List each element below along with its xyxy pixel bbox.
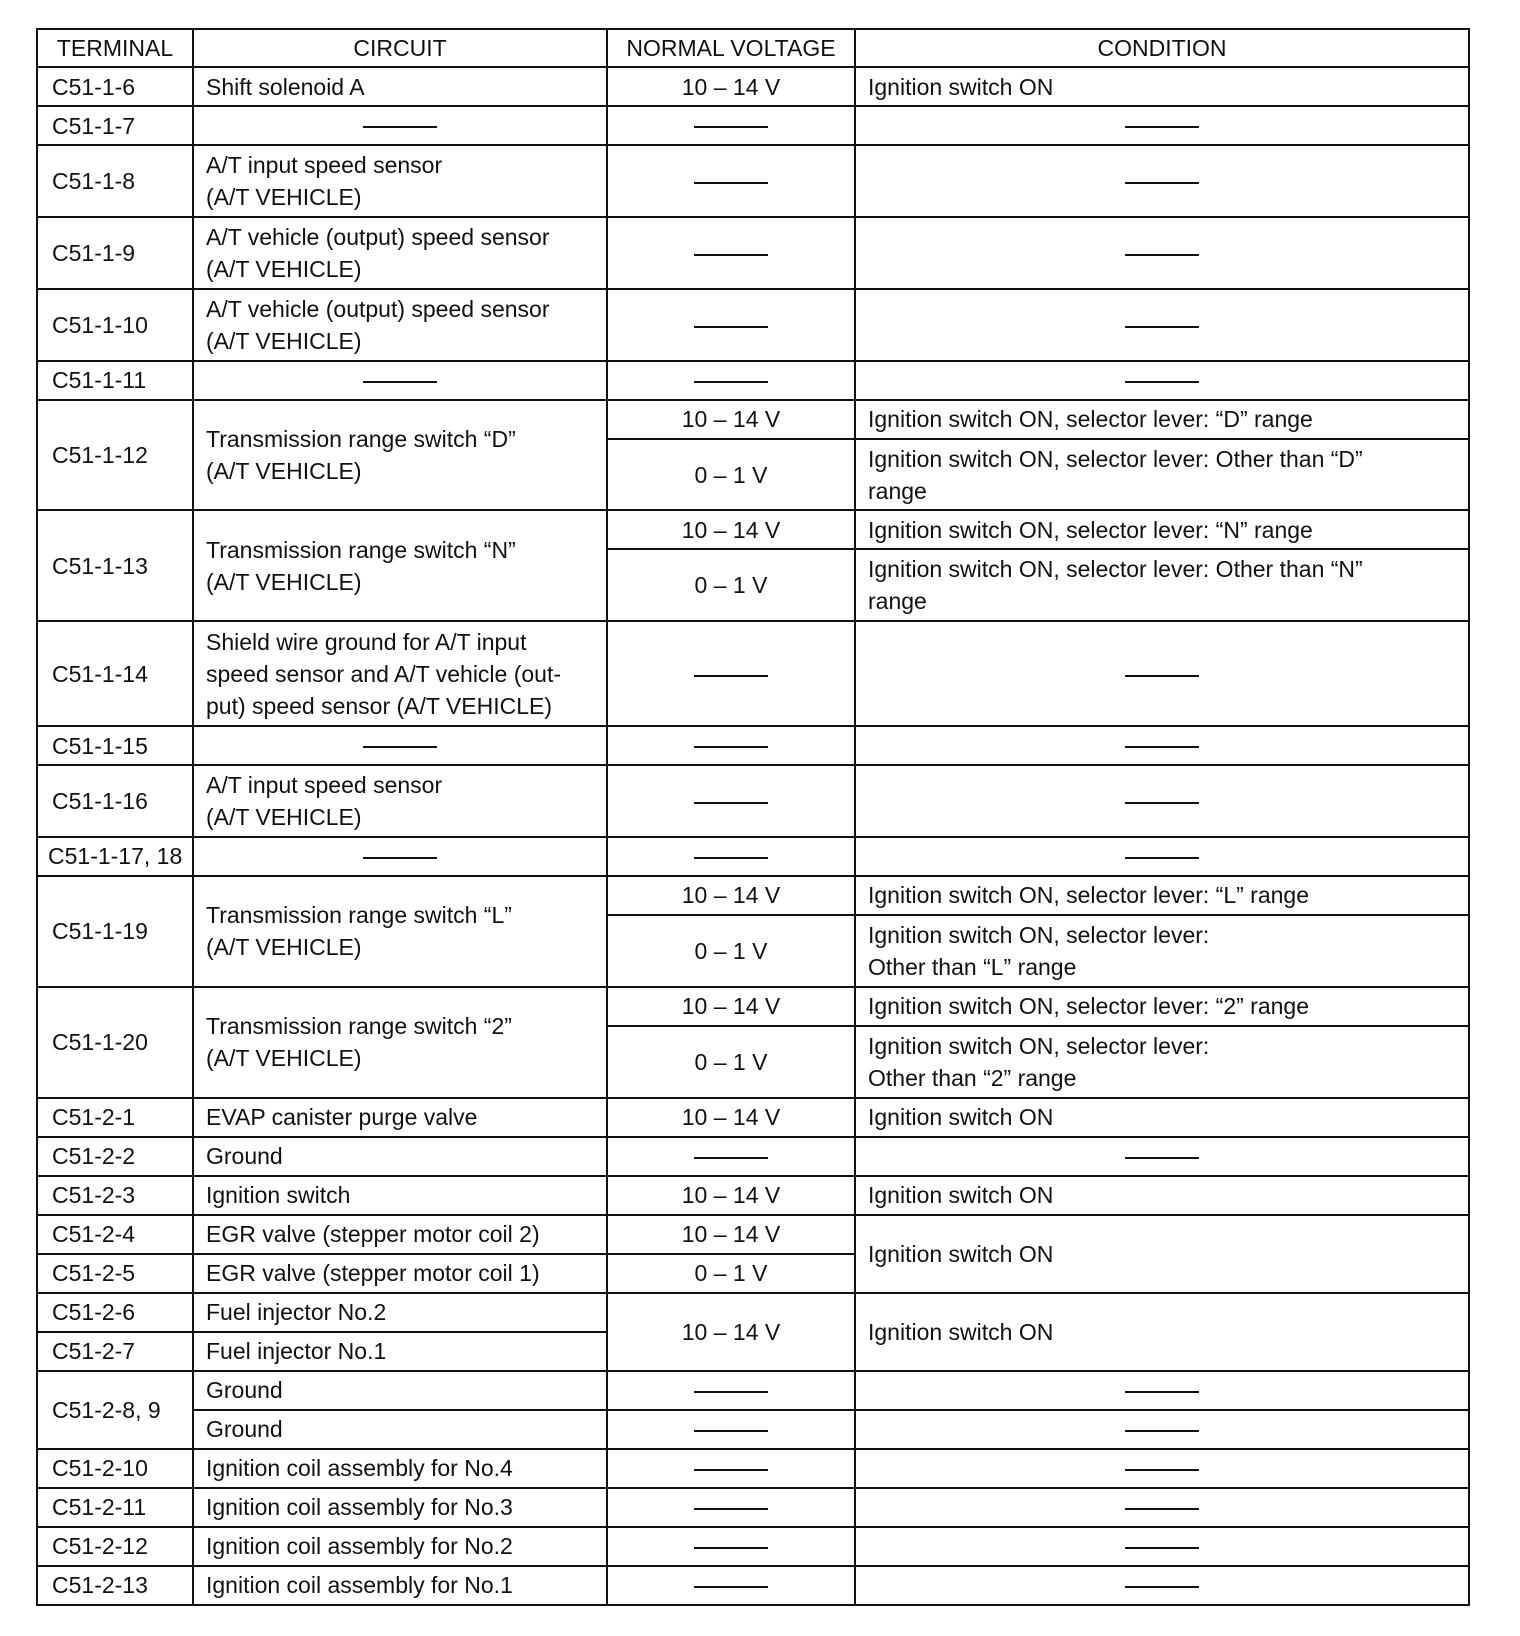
terminal-cell: C51-2-11 <box>37 1488 193 1527</box>
condition-cell <box>855 1026 1469 1098</box>
condition-line: Ignition switch ON, selector lever: <box>868 921 1210 948</box>
voltage-cell <box>607 1137 855 1176</box>
terminal-cell: C51-1-10 <box>37 289 193 361</box>
table-row <box>37 837 1469 876</box>
dash-mark <box>1125 1430 1199 1432</box>
header-circuit: CIRCUIT <box>193 29 607 67</box>
terminal-cell: C51-1-6 <box>37 67 193 106</box>
table-row <box>37 1410 1469 1449</box>
voltage-cell: 10 – 14 V <box>607 1098 855 1137</box>
condition-cell: Ignition switch ON, selector lever: “2” range <box>855 987 1469 1026</box>
voltage-cell <box>607 1527 855 1566</box>
condition-line: range <box>868 588 927 615</box>
header-row <box>37 29 1469 67</box>
voltage-cell: 0 – 1 V <box>607 915 855 987</box>
dash-mark <box>1125 1391 1199 1393</box>
terminal-cell: C51-1-20 <box>37 987 193 1098</box>
dash-mark <box>694 1586 768 1588</box>
circuit-cell <box>193 289 607 361</box>
terminal-cell: C51-1-15 <box>37 726 193 765</box>
table-row <box>37 1098 1469 1137</box>
header-voltage: NORMAL VOLTAGE <box>607 29 855 67</box>
circuit-line: Transmission range switch “N” <box>206 536 516 563</box>
circuit-line: (A/T VEHICLE) <box>206 934 362 961</box>
terminal-cell: C51-2-7 <box>37 1332 193 1371</box>
circuit-line: (A/T VEHICLE) <box>206 255 362 282</box>
voltage-cell <box>607 621 855 726</box>
terminal-cell: C51-2-2 <box>37 1137 193 1176</box>
condition-line: Ignition switch ON, selector lever: Other than “D” <box>868 445 1363 472</box>
table-row <box>37 621 1469 726</box>
voltage-cell <box>607 289 855 361</box>
terminal-cell: C51-1-11 <box>37 361 193 400</box>
terminal-cell: C51-2-8, 9 <box>37 1371 193 1449</box>
terminal-voltage-table <box>36 28 1470 1606</box>
circuit-line: (A/T VEHICLE) <box>206 183 362 210</box>
circuit-cell: EGR valve (stepper motor coil 1) <box>193 1254 607 1293</box>
dash-mark <box>363 857 437 859</box>
header-terminal: TERMINAL <box>37 29 193 67</box>
dash-mark <box>1125 675 1199 677</box>
table-row <box>37 765 1469 837</box>
table-row <box>37 1137 1469 1176</box>
circuit-cell: Shift solenoid A <box>193 67 607 106</box>
table-row <box>37 1293 1469 1332</box>
dash-mark <box>1125 326 1199 328</box>
circuit-cell <box>193 837 607 876</box>
circuit-cell <box>193 621 607 726</box>
circuit-line: A/T vehicle (output) speed sensor <box>206 295 550 322</box>
table-row <box>37 1371 1469 1410</box>
circuit-cell <box>193 876 607 987</box>
circuit-line: Shield wire ground for A/T input <box>206 628 527 655</box>
voltage-cell <box>607 145 855 217</box>
circuit-cell: Ignition coil assembly for No.1 <box>193 1566 607 1605</box>
circuit-cell <box>193 765 607 837</box>
voltage-cell <box>607 1371 855 1410</box>
voltage-cell <box>607 1410 855 1449</box>
condition-cell: Ignition switch ON <box>855 1293 1469 1371</box>
voltage-cell <box>607 1449 855 1488</box>
condition-cell <box>855 549 1469 621</box>
terminal-cell: C51-1-13 <box>37 510 193 621</box>
dash-mark <box>1125 1586 1199 1588</box>
terminal-cell: C51-1-9 <box>37 217 193 289</box>
terminal-cell: C51-2-5 <box>37 1254 193 1293</box>
condition-cell <box>855 106 1469 145</box>
dash-mark <box>694 1391 768 1393</box>
dash-mark <box>694 126 768 128</box>
dash-mark <box>694 802 768 804</box>
circuit-cell <box>193 145 607 217</box>
terminal-cell: C51-2-13 <box>37 1566 193 1605</box>
circuit-cell: Fuel injector No.1 <box>193 1332 607 1371</box>
dash-mark <box>694 182 768 184</box>
voltage-cell <box>607 1566 855 1605</box>
terminal-cell: C51-1-12 <box>37 400 193 511</box>
voltage-cell: 10 – 14 V <box>607 1293 855 1371</box>
circuit-cell: Ignition coil assembly for No.4 <box>193 1449 607 1488</box>
condition-cell <box>855 1449 1469 1488</box>
voltage-cell: 10 – 14 V <box>607 400 855 439</box>
condition-cell: Ignition switch ON, selector lever: “D” range <box>855 400 1469 439</box>
table-row <box>37 1527 1469 1566</box>
circuit-cell: Ignition switch <box>193 1176 607 1215</box>
dash-mark <box>1125 1157 1199 1159</box>
circuit-cell: Ground <box>193 1137 607 1176</box>
table-row <box>37 726 1469 765</box>
condition-line: Other than “L” range <box>868 953 1077 980</box>
condition-line: range <box>868 477 927 504</box>
dash-mark <box>1125 1508 1199 1510</box>
voltage-cell: 10 – 14 V <box>607 876 855 915</box>
dash-mark <box>1125 1547 1199 1549</box>
circuit-line: Transmission range switch “D” <box>206 426 516 452</box>
terminal-cell: C51-2-10 <box>37 1449 193 1488</box>
voltage-cell: 10 – 14 V <box>607 510 855 549</box>
condition-cell <box>855 915 1469 987</box>
circuit-cell: Ignition coil assembly for No.3 <box>193 1488 607 1527</box>
circuit-line: (A/T VEHICLE) <box>206 458 362 484</box>
voltage-cell: 0 – 1 V <box>607 1254 855 1293</box>
circuit-cell <box>193 106 607 145</box>
condition-cell <box>855 726 1469 765</box>
condition-cell <box>855 1410 1469 1449</box>
condition-cell: Ignition switch ON <box>855 67 1469 106</box>
dash-mark <box>694 1547 768 1549</box>
circuit-cell <box>193 726 607 765</box>
dash-mark <box>694 675 768 677</box>
dash-mark <box>363 126 437 128</box>
circuit-cell: Ground <box>193 1410 607 1449</box>
dash-mark <box>694 1157 768 1159</box>
voltage-cell: 0 – 1 V <box>607 439 855 511</box>
dash-mark <box>694 746 768 748</box>
dash-mark <box>1125 1469 1199 1471</box>
voltage-cell <box>607 837 855 876</box>
circuit-cell: Fuel injector No.2 <box>193 1293 607 1332</box>
dash-mark <box>694 1508 768 1510</box>
circuit-cell <box>193 400 607 511</box>
dash-mark <box>1125 857 1199 859</box>
table-row <box>37 289 1469 361</box>
header-condition: CONDITION <box>855 29 1469 67</box>
voltage-cell: 10 – 14 V <box>607 1215 855 1254</box>
circuit-cell <box>193 217 607 289</box>
circuit-line: put) speed sensor (A/T VEHICLE) <box>206 692 552 719</box>
terminal-cell: C51-2-4 <box>37 1215 193 1254</box>
voltage-cell: 10 – 14 V <box>607 1176 855 1215</box>
circuit-line: speed sensor and A/T vehicle (out- <box>206 660 562 687</box>
circuit-cell <box>193 510 607 621</box>
table-row <box>37 361 1469 400</box>
condition-cell <box>855 217 1469 289</box>
circuit-line: A/T input speed sensor <box>206 151 443 178</box>
terminal-cell: C51-1-17, 18 <box>37 837 193 876</box>
dash-mark <box>1125 254 1199 256</box>
dash-mark <box>694 1430 768 1432</box>
voltage-cell <box>607 726 855 765</box>
circuit-cell <box>193 361 607 400</box>
condition-cell: Ignition switch ON, selector lever: “L” range <box>855 876 1469 915</box>
dash-mark <box>694 1469 768 1471</box>
terminal-cell: C51-1-16 <box>37 765 193 837</box>
terminal-cell: C51-2-1 <box>37 1098 193 1137</box>
voltage-cell: 10 – 14 V <box>607 987 855 1026</box>
table-row <box>37 1566 1469 1605</box>
condition-cell <box>855 1527 1469 1566</box>
table-row <box>37 1215 1469 1254</box>
condition-cell <box>855 145 1469 217</box>
dash-mark <box>1125 746 1199 748</box>
table-row <box>37 217 1469 289</box>
table-row <box>37 510 1469 549</box>
dash-mark <box>1125 802 1199 804</box>
circuit-line: (A/T VEHICLE) <box>206 327 362 354</box>
condition-cell <box>855 837 1469 876</box>
circuit-line: A/T vehicle (output) speed sensor <box>206 223 550 250</box>
circuit-cell: Ignition coil assembly for No.2 <box>193 1527 607 1566</box>
table-row <box>37 145 1469 217</box>
circuit-line: Transmission range switch “L” <box>206 902 512 929</box>
condition-cell: Ignition switch ON <box>855 1176 1469 1215</box>
dash-mark <box>694 857 768 859</box>
dash-mark <box>1125 182 1199 184</box>
voltage-cell <box>607 217 855 289</box>
terminal-cell: C51-1-8 <box>37 145 193 217</box>
circuit-line: Transmission range switch “2” <box>206 1013 512 1040</box>
dash-mark <box>694 254 768 256</box>
circuit-cell <box>193 987 607 1098</box>
table-row <box>37 1449 1469 1488</box>
condition-cell: Ignition switch ON, selector lever: “N” range <box>855 510 1469 549</box>
table-row <box>37 400 1469 439</box>
condition-line: Ignition switch ON, selector lever: <box>868 1032 1210 1059</box>
terminal-cell: C51-1-7 <box>37 106 193 145</box>
terminal-cell: C51-2-12 <box>37 1527 193 1566</box>
circuit-cell: EVAP canister purge valve <box>193 1098 607 1137</box>
terminal-cell: C51-2-6 <box>37 1293 193 1332</box>
circuit-line: (A/T VEHICLE) <box>206 1045 362 1072</box>
condition-cell <box>855 1566 1469 1605</box>
circuit-cell: EGR valve (stepper motor coil 2) <box>193 1215 607 1254</box>
voltage-cell <box>607 765 855 837</box>
condition-line: Other than “2” range <box>868 1064 1077 1091</box>
dash-mark <box>363 381 437 383</box>
table-row <box>37 876 1469 915</box>
voltage-cell <box>607 361 855 400</box>
circuit-line: A/T input speed sensor <box>206 771 443 798</box>
condition-cell: Ignition switch ON <box>855 1215 1469 1293</box>
condition-cell <box>855 1371 1469 1410</box>
dash-mark <box>1125 381 1199 383</box>
circuit-line: (A/T VEHICLE) <box>206 803 362 830</box>
table-row <box>37 1176 1469 1215</box>
condition-cell <box>855 1137 1469 1176</box>
terminal-cell: C51-1-19 <box>37 876 193 987</box>
dash-mark <box>1125 126 1199 128</box>
voltage-cell: 0 – 1 V <box>607 1026 855 1098</box>
table-row <box>37 987 1469 1026</box>
condition-cell <box>855 289 1469 361</box>
table-row <box>37 106 1469 145</box>
terminal-cell: C51-2-3 <box>37 1176 193 1215</box>
voltage-cell: 0 – 1 V <box>607 549 855 621</box>
circuit-line: (A/T VEHICLE) <box>206 568 362 595</box>
condition-cell <box>855 1488 1469 1527</box>
voltage-cell: 10 – 14 V <box>607 67 855 106</box>
voltage-cell <box>607 1488 855 1527</box>
dash-mark <box>363 746 437 748</box>
terminal-cell: C51-1-14 <box>37 621 193 726</box>
table-row <box>37 1488 1469 1527</box>
condition-cell: Ignition switch ON <box>855 1098 1469 1137</box>
dash-mark <box>694 381 768 383</box>
condition-cell <box>855 439 1469 511</box>
condition-cell <box>855 361 1469 400</box>
voltage-cell <box>607 106 855 145</box>
condition-line: Ignition switch ON, selector lever: Other than “N” <box>868 556 1363 583</box>
dash-mark <box>694 326 768 328</box>
table-row <box>37 67 1469 106</box>
condition-cell <box>855 621 1469 726</box>
circuit-cell: Ground <box>193 1371 607 1410</box>
condition-cell <box>855 765 1469 837</box>
